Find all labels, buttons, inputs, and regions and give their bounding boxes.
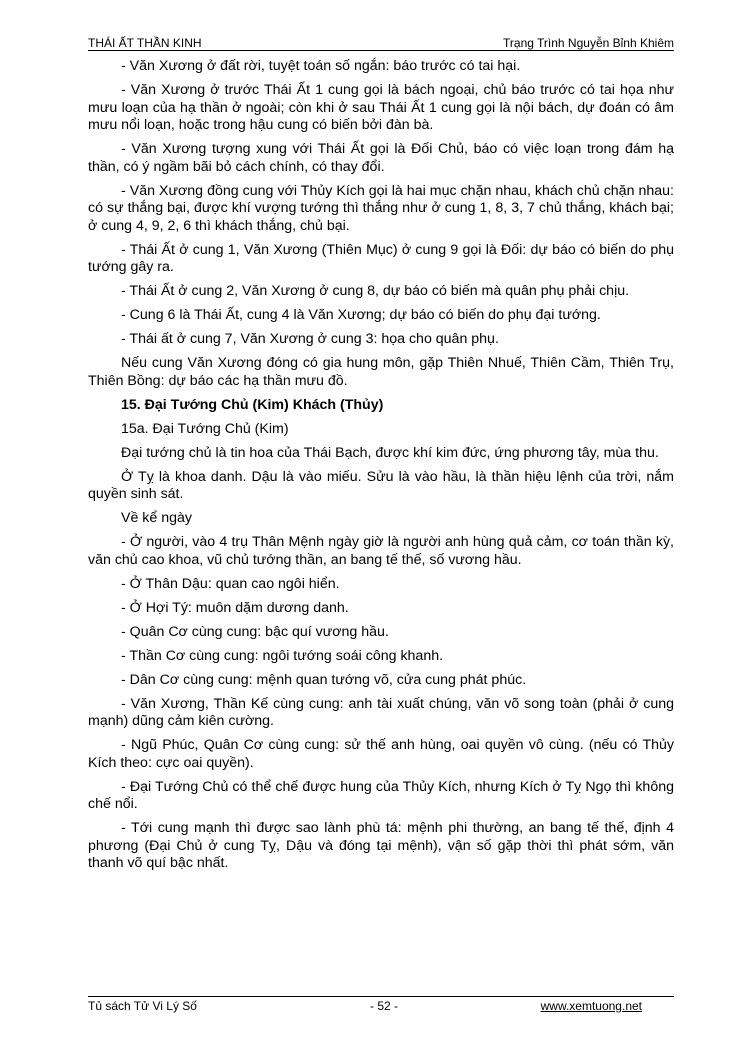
- paragraph: - Tới cung mạnh thì được sao lành phù tá: mệnh phi thường, an bang tế thế, định 4 phương (Đại Chủ ở cung Tỵ, Dậu và đóng tại mệnh), vận số gặp thời thì phát sớm, văn thanh võ quí bậc nhất.: [88, 820, 674, 871]
- paragraph: - Văn Xương ở trước Thái Ất 1 cung gọi là bách ngoại, chủ báo trước có tai họa như mưu loạn của hạ thần ở ngoài; còn khi ở sau Thái Ất 1 cung gọi là nội bách, dự đoán có âm mưu nổi loạn, hoặc trong hậu cung có biến bởi đàn bà.: [88, 82, 674, 133]
- paragraph: Đại tướng chủ là tin hoa của Thái Bạch, được khí kim đức, ứng phương tây, mùa thu.: [121, 444, 659, 461]
- paragraph: - Ở người, vào 4 trụ Thân Mệnh ngày giờ là người anh hùng quả cảm, cơ toán thần kỳ, văn chủ cao khoa, vũ chủ tướng thần, an bang tế thế, số vương hầu.: [88, 534, 674, 568]
- paragraph: - Ở Hợi Tý: muôn dặm dương danh.: [121, 599, 349, 616]
- paragraph: - Thái ất ở cung 7, Văn Xương ở cung 3: họa cho quân phụ.: [121, 331, 499, 347]
- footer-website-link[interactable]: www.xemtuong.net: [540, 999, 642, 1013]
- footer-collection: Tủ sách Tử Vi Lý Số: [88, 999, 197, 1013]
- section-heading: 15. Đại Tướng Chủ (Kim) Khách (Thủy): [121, 396, 384, 413]
- paragraph: - Ngũ Phúc, Quân Cơ cùng cung: sử thế anh hùng, oai quyền vô cùng. (nếu có Thủy Kích theo: cực oai quyền).: [88, 737, 674, 771]
- paragraph: - Văn Xương đồng cung với Thủy Kích gọi là hai mục chặn nhau, khách chủ chặn nhau: có sự thắng bại, được khí vượng tướng thì thắng như ở cung 1, 8, 3, 7 chủ thắng, khách bại; ở cung 4, 9, 2, 6 thì khách thắng, chủ bại.: [88, 182, 674, 234]
- paragraph: - Đại Tướng Chủ có thể chế được hung của Thủy Kích, nhưng Kích ở Tỵ Ngọ thì không chế nổi.: [88, 778, 674, 812]
- paragraph: - Quân Cơ cùng cung: bậc quí vương hầu.: [121, 623, 389, 640]
- header-author: Trạng Trình Nguyễn Bỉnh Khiêm: [503, 36, 674, 50]
- page-header: [88, 32, 674, 50]
- paragraph: - Thái Ất ở cung 2, Văn Xương ở cung 8, dự báo có biến mà quân phụ phải chịu.: [121, 283, 630, 299]
- page-footer: [88, 999, 674, 1017]
- paragraph: - Văn Xương ở đất rời, tuyệt toán số ngắn: báo trước có tai hại.: [121, 58, 521, 74]
- page-number: - 52 -: [370, 999, 399, 1013]
- paragraph: - Cung 6 là Thái Ất, cung 4 là Văn Xương; dự báo có biến do phụ đại tướng.: [121, 307, 601, 323]
- paragraph: Về kể ngày: [121, 510, 192, 526]
- paragraph: - Văn Xương, Thần Kế cùng cung: anh tài xuất chúng, văn võ song toàn (phải ở cung mạnh) dũng cảm kiên cường.: [88, 695, 674, 729]
- footer-divider: [88, 996, 674, 997]
- paragraph: - Thần Cơ cùng cung: ngôi tướng soái công khanh.: [121, 647, 444, 664]
- paragraph: - Ở Thân Dậu: quan cao ngôi hiển.: [121, 575, 340, 592]
- header-divider: [88, 50, 674, 51]
- subsection-heading: 15a. Đại Tướng Chủ (Kim): [121, 420, 289, 437]
- page-body: [88, 58, 674, 879]
- paragraph: Ở Tỵ là khoa danh. Dậu là vào miếu. Sửu là vào hầu, là thần hiệu lệnh của trời, nắm quyền sinh sát.: [88, 468, 674, 502]
- paragraph: - Dân Cơ cùng cung: mệnh quan tướng võ, cửa cung phát phúc.: [121, 671, 527, 688]
- paragraph: Nếu cung Văn Xương đóng có gia hung môn, gặp Thiên Nhuế, Thiên Cầm, Thiên Trụ, Thiên Bồng: dự báo các hạ thần mưu đồ.: [88, 355, 674, 389]
- header-book-title: THÁI ẤT THẦN KINH: [88, 36, 202, 50]
- paragraph: - Văn Xương tượng xung với Thái Ất gọi là Đối Chủ, báo có việc loạn trong đám hạ thần, có ý ngầm bãi bỏ cách chính, có thay đổi.: [88, 141, 674, 175]
- paragraph: - Thái Ất ở cung 1, Văn Xương (Thiên Mục) ở cung 9 gọi là Đối: dự báo có biến do phụ tướng gây ra.: [88, 241, 674, 275]
